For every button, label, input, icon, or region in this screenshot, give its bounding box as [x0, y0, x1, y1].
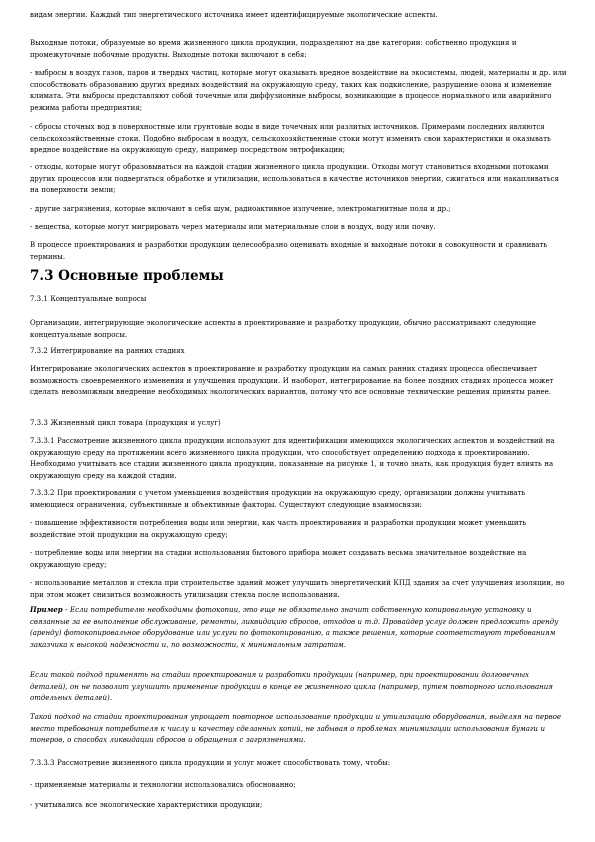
example-label: Пример	[30, 605, 63, 614]
paragraph: - повышение эффективности потребления воды или энергии, как часть проектирования и разработки продукции может уменьшить воздействие этой продукции на окружающую среду;	[30, 519, 527, 539]
list-item: - учитывались все экологические характеристики продукции;	[30, 801, 263, 809]
paragraph: - сбросы сточных вод в поверхностные или грунтовые воды в виде точечных или разлитых источников. Примерами последних являются сельскохозяйственные стоки. Подобно выбросам в воздух, сельскохозяйственные стоки могут изменить свои характеристики и оказывать вредное воздействие на окружающую среду, например посредством эвтрофикации;	[30, 123, 551, 155]
example-text: - Если потребителю необходимы фотокопии, это еще не обязательно значит собственную копировальную установку и связанные за ее выполнение обслуживание, ремонты, ликвидацию сбросов, отходов и т.д. Провайдер услуг должен предложить аренду (аренду) фотокопировальное оборудование или услуги по фотокопированию, а также решения, которые соответствуют требованиям заказчика к высокой надежности и, по возможности, к минимальным затратам.	[30, 606, 559, 649]
paragraph: 7.3.3.3 Рассмотрение жизненного цикла продукции и услуг может способствовать тому, чтобы:	[30, 759, 391, 767]
paragraph: - выбросы в воздух газов, паров и твердых частиц, которые могут оказывать вредное воздействие на экосистемы, людей, материалы и др. или способствовать образованию других вредных воздействий на окружающую среду, таких как подкисление, разрушение озона и изменение климата. Эти выбросы представляют собой точечные или диффузионные выбросы, возникающие в процессе нормального или аварийного режима работы предприятия;	[30, 69, 567, 112]
paragraph: видам энергии. Каждый тип энергетического источника имеет идентифицируемые экологические аспекты.	[30, 11, 438, 19]
paragraph: Интегрирование экологических аспектов в проектирование и разработку продукции на самых ранних стадиях процесса обеспечивает возможность своевременного изменения и улучшения продукции. И наоборот, интегрирование на более поздних стадиях процесса может сделать невозможным внедрение необходимых экологических вариантов, потому что все основные технические решения приняты ранее.	[30, 365, 554, 397]
section-heading: 7.3 Основные проблемы	[30, 268, 224, 284]
list-item: - применяемые материалы и технологии использовались обоснованно;	[30, 781, 296, 789]
subsection-title: 7.3.3 Жизненный цикл товара (продукция и услуг)	[30, 419, 221, 427]
example-block	[30, 604, 568, 651]
italic-note: Такой подход на стадии проектирования упрощает повторное использование продукции и утилизацию оборудования, выделяя на первое место требования потребителя к числу и качеству сделанных копий, не забывая о проблемах минимизации использования бумаги и тонеров, о способах ликвидации сбросов и обращения с загрязнениями.	[30, 713, 562, 745]
paragraph: - потребление воды или энергии на стадии использования бытового прибора может создавать весьма значительное воздействие на окружающую среду;	[30, 549, 527, 569]
paragraph: 7.3.3.2 При проектировании с учетом уменьшения воздействия продукции на окружающую среду, организации должны учитывать имеющиеся ограничения, субъективные и объективные факторы. Существуют следующие взаимосвязи:	[30, 489, 526, 509]
paragraph: 7.3.3.1 Рассмотрение жизненного цикла продукции используют для идентификации имеющихся экологических аспектов и воздействий на окружающую среду на протяжении всего жизненного цикла продукции, что способствует определению подхода к проектированию. Необходимо учитывать все стадии жизненного цикла продукции, показанные на рисунке 1, и точно знать, как продукция будет влиять на окружающую среду на каждой стадии.	[30, 437, 555, 480]
paragraph: Выходные потоки, образуемые во время жизненного цикла продукции, подразделяют на две категории: собственно продукция и промежуточные побочные продукты. Выходные потоки включают в себя:	[30, 39, 517, 59]
paragraph: - отходы, которые могут образовываться на каждой стадии жизненного цикла продукции. Отходы могут становиться входными потоками других процессов или подвергаться обработке и утилизации, использоваться в качестве источников энергии, сжигаться или накапливаться на поверхности земли;	[30, 163, 559, 195]
subsection-title: 7.3.1 Концептуальные вопросы	[30, 295, 147, 303]
paragraph: В процессе проектирования и разработки продукции целесообразно оценивать входные и выходные потоки в совокупности и сравнивать термины.	[30, 241, 548, 261]
italic-note: Если такой подход применять на стадии проектирования и разработки продукции (например, при проектировании долговечных деталей), он не позволит улучшить применение продукции в конце ее жизненного цикла (например, путем повторного использования отдельных деталей).	[30, 671, 553, 703]
paragraph: - вещества, которые могут мигрировать через материалы или материальные слои в воздух, воду или почву.	[30, 223, 436, 231]
paragraph: - использование металлов и стекла при строительстве зданий может улучшить энергетический КПД здания за счет улучшения изоляции, но при этом может снизиться возможность утилизации стекла после использования.	[30, 579, 565, 599]
paragraph: Организации, интегрирующие экологические аспекты в проектирование и разработку продукции, обычно рассматривают следующие концептуальные вопросы.	[30, 319, 537, 339]
paragraph: - другие загрязнения, которые включают в себя шум, радиоактивное излучение, электромагнитные поля и др.;	[30, 205, 451, 213]
subsection-title: 7.3.2 Интегрирование на ранних стадиях	[30, 347, 185, 355]
